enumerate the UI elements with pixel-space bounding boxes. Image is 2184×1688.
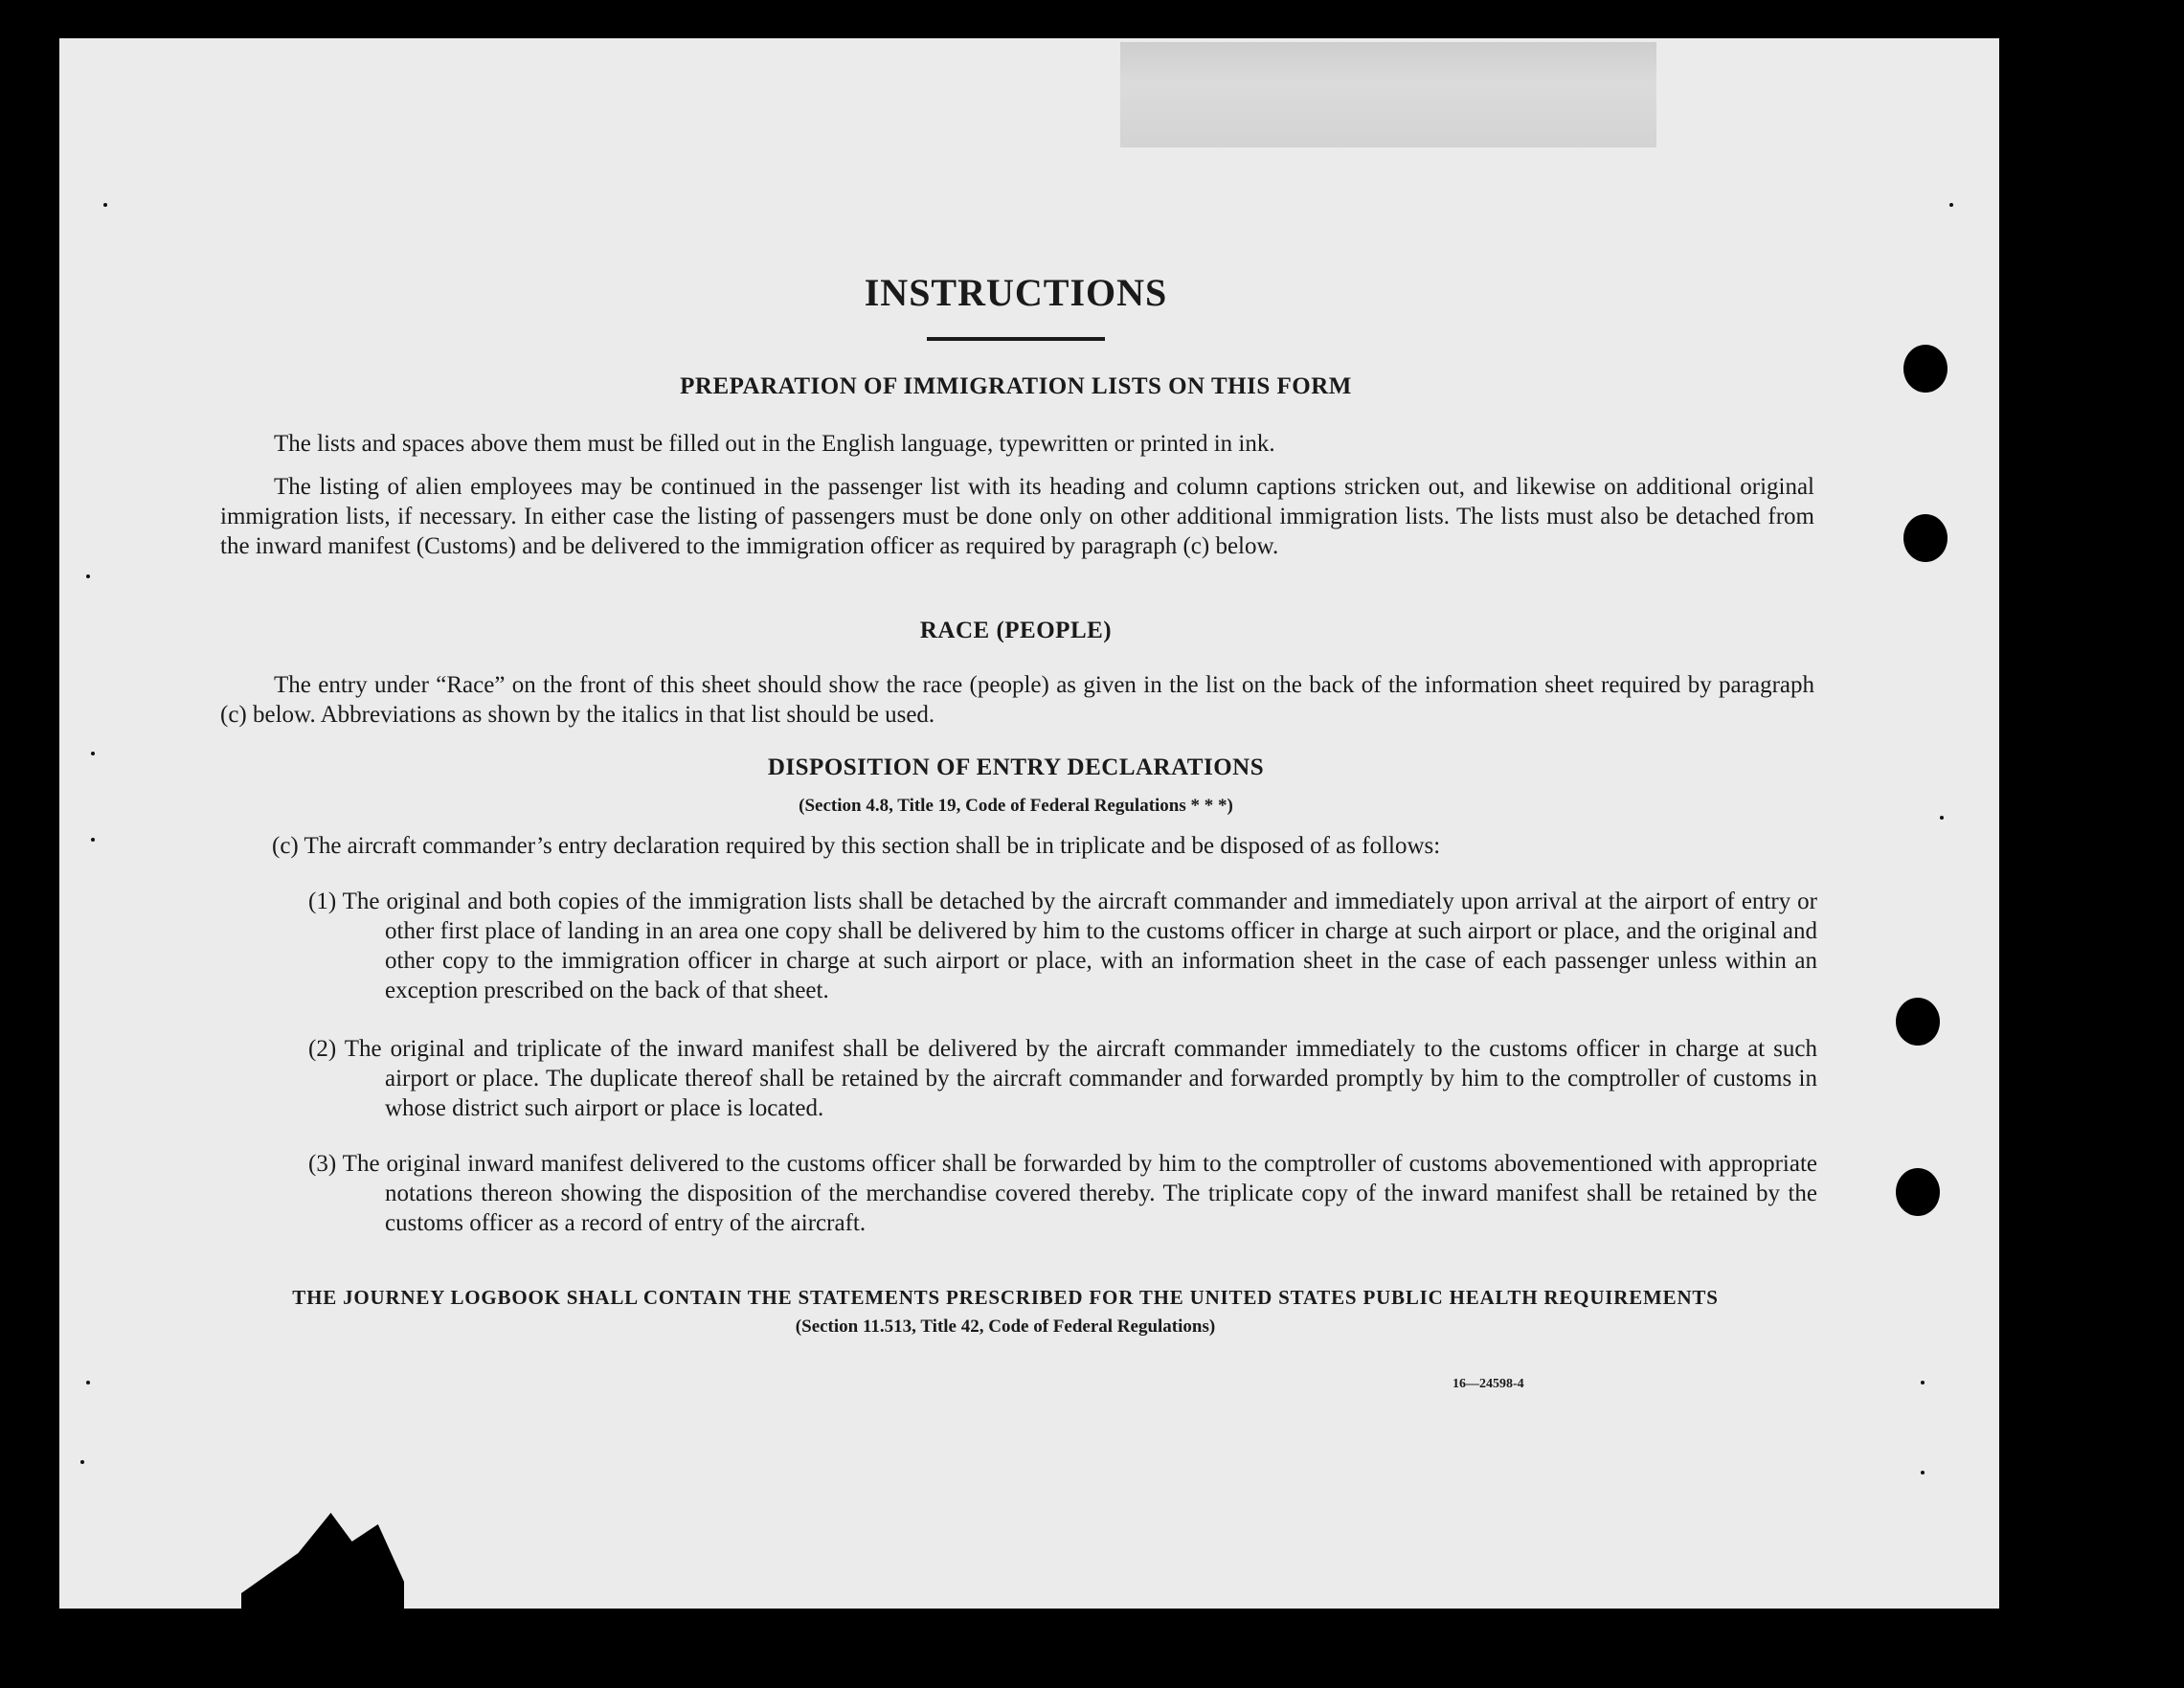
speck <box>91 752 95 755</box>
race-heading: RACE (PEOPLE) <box>919 618 1113 643</box>
title-underline <box>927 337 1105 341</box>
race-paragraph: The entry under “Race” on the front of this sheet should show the race (people) as given in the list on the back of the information sheet required by paragraph (c) below. Abbreviations as shown by the italics in that list should be used. <box>220 672 1814 728</box>
speck <box>86 574 90 578</box>
preparation-heading: PREPARATION OF IMMIGRATION LISTS ON THIS FORM <box>680 373 1352 399</box>
disposition-heading: DISPOSITION OF ENTRY DECLARATIONS <box>767 754 1265 780</box>
speck <box>1949 203 1953 207</box>
punch-hole <box>1896 998 1940 1046</box>
speck <box>86 1381 90 1384</box>
speck <box>80 1460 84 1464</box>
speck <box>1940 816 1944 820</box>
disposition-item-3: (3) The original inward manifest delivered to the customs officer shall be forwarded by him to the comptroller of customs abovementioned with appropriate notations thereon showing the disposition of the merchandise covered thereby. The triplicate copy of the inward manifest shall be retained by the customs officer as a record of entry of the aircraft. <box>308 1151 1817 1236</box>
speck <box>1921 1381 1925 1384</box>
speck <box>103 203 107 207</box>
page-title: INSTRUCTIONS <box>864 271 1168 314</box>
form-number: 16—24598-4 <box>1452 1377 1524 1391</box>
disposition-subheading: (Section 4.8, Title 19, Code of Federal Regulations * * *) <box>799 796 1233 816</box>
punch-hole <box>1903 514 1948 562</box>
preparation-paragraph-1: The lists and spaces above them must be filled out in the English language, typewritten or printed in ink. <box>274 431 1275 457</box>
footer-requirement: THE JOURNEY LOGBOOK SHALL CONTAIN THE STATEMENTS PRESCRIBED FOR THE UNITED STATES PUBLIC HEALTH REQUIREMENTS <box>292 1286 1719 1309</box>
footer-citation: (Section 11.513, Title 42, Code of Federal Regulations) <box>795 1317 1216 1337</box>
disposition-item-1: (1) The original and both copies of the immigration lists shall be detached by the aircraft commander and immediately upon arrival at the airport of entry or other first place of landing in an area one copy shall be delivered by him to the customs officer in charge at such airport or place, and the original and other copy to the immigration officer in charge at such airport or place, with an information sheet in the case of each passenger unless within an exception prescribed on the back of that sheet. <box>308 889 1817 1003</box>
preparation-paragraph-2: The listing of alien employees may be continued in the passenger list with its heading and column captions stricken out, and likewise on additional original immigration lists, if necessary. In either case the listing of passengers must be done only on other additional immigration lists. The lists must also be detached from the inward manifest (Customs) and be delivered to the immigration officer as required by paragraph (c) below. <box>220 474 1814 559</box>
speck <box>91 838 95 842</box>
punch-hole <box>1903 345 1948 393</box>
disposition-item-2: (2) The original and triplicate of the inward manifest shall be delivered by the aircraft commander immediately to the customs officer in charge at such airport or place. The duplicate thereof shall be retained by the aircraft commander and forwarded promptly by him to the comptroller of customs in whose district such airport or place is located. <box>308 1036 1817 1121</box>
disposition-intro: (c) The aircraft commander’s entry declaration required by this section shall be in triplicate and be disposed of as follows: <box>272 833 1441 859</box>
punch-hole <box>1896 1168 1940 1216</box>
speck <box>1921 1471 1925 1474</box>
tape-mark <box>1120 42 1656 147</box>
